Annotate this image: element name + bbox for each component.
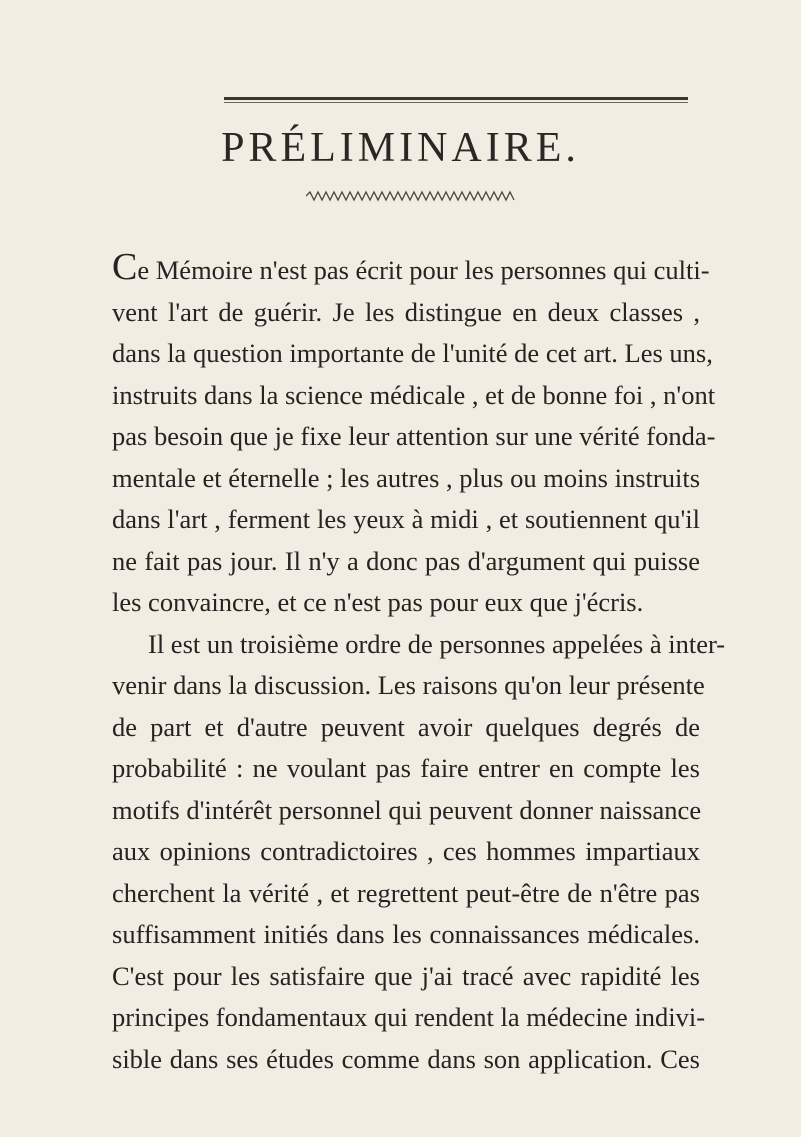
text-line: dans la question importante de l'unité de cet art. Les uns, bbox=[112, 338, 713, 368]
text-line: aux opinions contradictoires , ces hommes impartiaux bbox=[112, 836, 700, 866]
text-line: C'est pour les satisfaire que j'ai tracé avec rapidité les bbox=[112, 960, 700, 991]
text-line: les convaincre, et ce n'est pas pour eux que j'écris. bbox=[112, 587, 644, 617]
text-line: vent l'art de guérir. Je les distingue en deux classes , bbox=[112, 296, 700, 327]
text-line: instruits dans la science médicale , et de bonne foi , n'ont bbox=[112, 379, 716, 410]
text-line: principes fondamentaux qui rendent la médecine indivi- bbox=[112, 1002, 706, 1032]
text-line: pas besoin que je fixe leur attention sur une vérité fonda- bbox=[112, 421, 716, 451]
header-rule-thin bbox=[224, 102, 688, 103]
text-line: dans l'art , ferment les yeux à midi , et soutiennent qu'il bbox=[112, 504, 700, 534]
drop-cap: C bbox=[112, 246, 138, 288]
text-line: Il est un troisième ordre de personnes appelées à inter- bbox=[148, 628, 726, 659]
text-line: de part et d'autre peuvent avoir quelques degrés de bbox=[112, 711, 700, 742]
text-line: cherchent la vérité , et regrettent peut-être de n'être pas bbox=[112, 877, 700, 908]
header-rule bbox=[224, 97, 688, 100]
text-line bbox=[112, 246, 710, 292]
text-line: motifs d'intérêt personnel qui peuvent donner naissance bbox=[112, 794, 702, 825]
text-line: ne fait pas jour. Il n'y a donc pas d'argument qui puisse bbox=[112, 545, 700, 576]
text-line: mentale et éternelle ; les autres , plus ou moins instruits bbox=[112, 462, 701, 493]
page-title: PRÉLIMINAIRE. bbox=[221, 125, 580, 171]
ornament-divider bbox=[306, 190, 516, 202]
text-line: sible dans ses études comme dans son application. Ces bbox=[112, 1043, 700, 1074]
text-line: venir dans la discussion. Les raisons qu'on leur présente bbox=[112, 670, 705, 700]
text-line: probabilité : ne voulant pas faire entrer en compte les bbox=[112, 753, 700, 783]
text-line: suffisamment initiés dans les connaissances médicales. bbox=[112, 919, 700, 949]
first-line-text: e Mémoire n'est pas écrit pour les personnes qui culti- bbox=[137, 255, 710, 285]
body-text bbox=[112, 246, 726, 1080]
